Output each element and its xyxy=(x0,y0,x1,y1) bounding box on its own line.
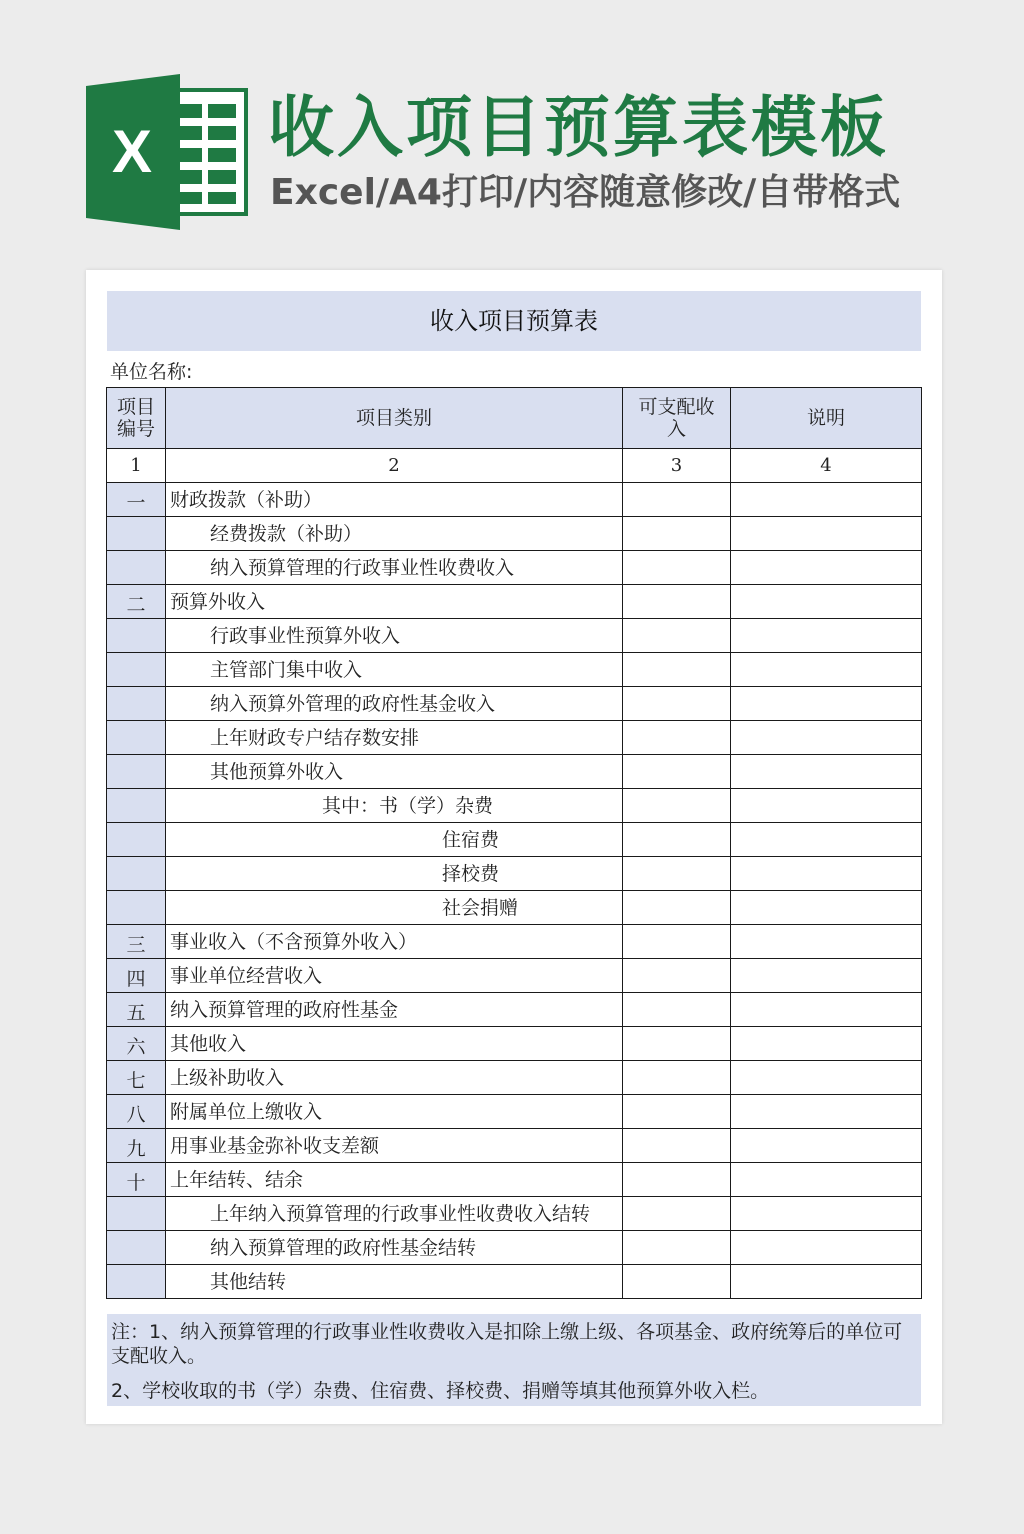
disposable-income-cell[interactable] xyxy=(623,993,731,1027)
item-category-cell[interactable]: 上年纳入预算管理的行政事业性收费收入结转 xyxy=(166,1197,623,1231)
item-category-cell[interactable]: 附属单位上缴收入 xyxy=(166,1095,623,1129)
item-number-text: 三 xyxy=(126,934,146,956)
description-cell[interactable] xyxy=(731,755,922,789)
table-row xyxy=(107,755,922,789)
description-cell[interactable] xyxy=(731,857,922,891)
disposable-income-cell[interactable] xyxy=(623,1129,731,1163)
item-category-cell[interactable]: 上年财政专户结存数安排 xyxy=(166,721,623,755)
header-item-category xyxy=(166,388,623,449)
item-number-cell[interactable] xyxy=(107,1061,166,1095)
item-number-text: 六 xyxy=(126,1036,146,1058)
table-row xyxy=(107,823,922,857)
item-number-text: 五 xyxy=(126,1002,146,1024)
table-row xyxy=(107,517,922,551)
description-cell[interactable] xyxy=(731,925,922,959)
item-category-cell[interactable]: 事业收入（不含预算外收入） xyxy=(166,925,623,959)
item-category-cell[interactable]: 上年结转、结余 xyxy=(166,1163,623,1197)
table-row xyxy=(107,1061,922,1095)
column-number-cell: 3 xyxy=(623,449,731,483)
spreadsheet-page xyxy=(86,270,942,1424)
description-cell[interactable] xyxy=(731,721,922,755)
item-number-cell[interactable] xyxy=(107,687,166,721)
banner-title: 收入项目预算表模板 xyxy=(268,89,889,166)
disposable-income-cell[interactable] xyxy=(623,1197,731,1231)
description-cell[interactable] xyxy=(731,517,922,551)
description-cell[interactable] xyxy=(731,619,922,653)
item-number-cell[interactable] xyxy=(107,1265,166,1299)
item-category-cell[interactable]: 纳入预算外管理的政府性基金收入 xyxy=(166,687,623,721)
disposable-income-cell[interactable] xyxy=(623,517,731,551)
table-row xyxy=(107,959,922,993)
item-category-cell[interactable]: 财政拨款（补助） xyxy=(166,483,623,517)
disposable-income-cell[interactable] xyxy=(623,585,731,619)
logo-letter: X xyxy=(111,118,153,185)
column-number-row xyxy=(107,449,922,483)
note-1: 注：1、纳入预算管理的行政事业性收费收入是扣除上缴上级、各项基金、政府统筹后的单位可支配收入。 xyxy=(111,1321,903,1367)
item-number-cell[interactable] xyxy=(107,653,166,687)
item-category-cell[interactable]: 主管部门集中收入 xyxy=(166,653,623,687)
disposable-income-cell[interactable] xyxy=(623,1061,731,1095)
table-row xyxy=(107,1095,922,1129)
item-category-cell[interactable]: 纳入预算管理的政府性基金 xyxy=(166,993,623,1027)
column-number-cell: 2 xyxy=(166,449,623,483)
header-item-category-text: 项目类别 xyxy=(355,407,432,429)
description-cell[interactable] xyxy=(731,585,922,619)
disposable-income-cell[interactable] xyxy=(623,925,731,959)
table-row xyxy=(107,1231,922,1265)
item-number-cell[interactable] xyxy=(107,993,166,1027)
item-number-cell[interactable] xyxy=(107,925,166,959)
description-cell[interactable] xyxy=(731,1163,922,1197)
description-cell[interactable] xyxy=(731,1095,922,1129)
disposable-income-cell[interactable] xyxy=(623,789,731,823)
unit-name-label: 单位名称: xyxy=(110,361,193,383)
item-category-cell[interactable]: 其他预算外收入 xyxy=(166,755,623,789)
item-number-cell[interactable] xyxy=(107,1129,166,1163)
table-row xyxy=(107,1163,922,1197)
description-cell[interactable] xyxy=(731,823,922,857)
table-row xyxy=(107,789,922,823)
item-number-text: 八 xyxy=(126,1104,146,1126)
description-cell[interactable] xyxy=(731,1231,922,1265)
item-number-cell[interactable] xyxy=(107,755,166,789)
item-number-text: 一 xyxy=(126,492,146,514)
item-category-cell[interactable]: 经费拨款（补助） xyxy=(166,517,623,551)
table-row xyxy=(107,619,922,653)
notes-box xyxy=(107,1314,921,1406)
note-2: 2、学校收取的书（学）杂费、住宿费、择校费、捐赠等填其他预算外收入栏。 xyxy=(111,1380,770,1402)
disposable-income-cell[interactable] xyxy=(623,653,731,687)
table-row xyxy=(107,1265,922,1299)
table-row xyxy=(107,1197,922,1231)
item-category-cell[interactable]: 其他结转 xyxy=(166,1265,623,1299)
item-category-cell[interactable]: 其他收入 xyxy=(166,1027,623,1061)
disposable-income-cell[interactable] xyxy=(623,483,731,517)
column-number-cell: 1 xyxy=(107,449,166,483)
item-category-cell[interactable]: 用事业基金弥补收支差额 xyxy=(166,1129,623,1163)
description-cell[interactable] xyxy=(731,1197,922,1231)
disposable-income-cell[interactable] xyxy=(623,1265,731,1299)
description-cell[interactable] xyxy=(731,483,922,517)
description-cell[interactable] xyxy=(731,1129,922,1163)
sheet-title: 收入项目预算表 xyxy=(107,291,921,351)
item-number-text: 七 xyxy=(126,1070,146,1092)
item-number-cell[interactable] xyxy=(107,857,166,891)
table-row xyxy=(107,551,922,585)
description-cell[interactable] xyxy=(731,959,922,993)
item-category-cell[interactable]: 事业单位经营收入 xyxy=(166,959,623,993)
item-category-cell[interactable]: 纳入预算管理的政府性基金结转 xyxy=(166,1231,623,1265)
item-number-cell[interactable] xyxy=(107,1163,166,1197)
item-category-cell[interactable]: 纳入预算管理的行政事业性收费收入 xyxy=(166,551,623,585)
item-number-cell[interactable] xyxy=(107,619,166,653)
disposable-income-cell[interactable] xyxy=(623,619,731,653)
item-number-cell[interactable] xyxy=(107,1231,166,1265)
item-number-cell[interactable] xyxy=(107,959,166,993)
disposable-income-cell[interactable] xyxy=(623,755,731,789)
disposable-income-cell[interactable] xyxy=(623,551,731,585)
table-header-row xyxy=(107,388,922,449)
table-row xyxy=(107,993,922,1027)
item-category-cell[interactable]: 择校费 xyxy=(166,857,623,891)
item-category-cell[interactable]: 预算外收入 xyxy=(166,585,623,619)
description-cell[interactable] xyxy=(731,1061,922,1095)
item-category-cell[interactable]: 上级补助收入 xyxy=(166,1061,623,1095)
table-row xyxy=(107,721,922,755)
description-cell[interactable] xyxy=(731,687,922,721)
header-item-number xyxy=(107,388,166,449)
item-number-cell[interactable] xyxy=(107,823,166,857)
disposable-income-cell[interactable] xyxy=(623,1027,731,1061)
header-disposable-income xyxy=(623,388,731,449)
item-number-cell[interactable] xyxy=(107,585,166,619)
item-number-cell[interactable] xyxy=(107,1027,166,1061)
disposable-income-cell[interactable] xyxy=(623,721,731,755)
header-disposable-income-text: 可支配收 入 xyxy=(638,396,715,440)
item-number-text: 四 xyxy=(126,968,146,990)
description-cell[interactable] xyxy=(731,891,922,925)
disposable-income-cell[interactable] xyxy=(623,823,731,857)
item-number-cell[interactable] xyxy=(107,891,166,925)
item-number-cell[interactable] xyxy=(107,789,166,823)
disposable-income-cell[interactable] xyxy=(623,959,731,993)
table-row xyxy=(107,925,922,959)
item-number-text: 二 xyxy=(126,594,146,616)
disposable-income-cell[interactable] xyxy=(623,1231,731,1265)
disposable-income-cell[interactable] xyxy=(623,857,731,891)
disposable-income-cell[interactable] xyxy=(623,1095,731,1129)
description-cell[interactable] xyxy=(731,1265,922,1299)
item-category-cell[interactable]: 社会捐赠 xyxy=(166,891,623,925)
table-row xyxy=(107,653,922,687)
item-number-text: 十 xyxy=(126,1172,146,1194)
item-number-text: 九 xyxy=(126,1138,146,1160)
item-category-cell[interactable]: 其中：书（学）杂费 xyxy=(166,789,623,823)
item-category-cell[interactable]: 住宿费 xyxy=(166,823,623,857)
table-row xyxy=(107,483,922,517)
header-description-text: 说明 xyxy=(806,407,845,429)
table-row xyxy=(107,857,922,891)
table-row xyxy=(107,687,922,721)
table-row xyxy=(107,585,922,619)
disposable-income-cell[interactable] xyxy=(623,687,731,721)
item-number-cell[interactable] xyxy=(107,517,166,551)
description-cell[interactable] xyxy=(731,1027,922,1061)
description-cell[interactable] xyxy=(731,551,922,585)
disposable-income-cell[interactable] xyxy=(623,891,731,925)
column-number-cell: 4 xyxy=(731,449,922,483)
table-row xyxy=(107,1027,922,1061)
table-row xyxy=(107,891,922,925)
description-cell[interactable] xyxy=(731,653,922,687)
description-cell[interactable] xyxy=(731,993,922,1027)
budget-table xyxy=(106,387,922,1299)
item-number-cell[interactable] xyxy=(107,1197,166,1231)
table-row xyxy=(107,1129,922,1163)
header-item-number-text: 项目 编号 xyxy=(116,396,155,440)
description-cell[interactable] xyxy=(731,789,922,823)
item-number-cell[interactable] xyxy=(107,483,166,517)
item-number-cell[interactable] xyxy=(107,551,166,585)
item-category-cell[interactable]: 行政事业性预算外收入 xyxy=(166,619,623,653)
header-description xyxy=(731,388,922,449)
item-number-cell[interactable] xyxy=(107,721,166,755)
excel-logo-icon xyxy=(84,74,250,230)
item-number-cell[interactable] xyxy=(107,1095,166,1129)
banner-subtitle: Excel/A4打印/内容随意修改/自带格式 xyxy=(270,172,901,213)
disposable-income-cell[interactable] xyxy=(623,1163,731,1197)
